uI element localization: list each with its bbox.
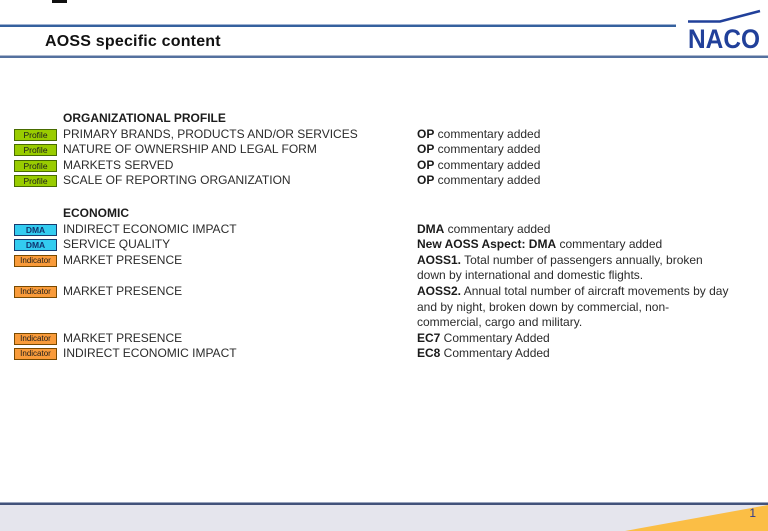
commentary-rest: commentary added	[434, 142, 541, 157]
commentary-text	[417, 127, 729, 143]
badge-cell	[14, 253, 63, 284]
header-rule-bottom	[0, 55, 768, 58]
commentary-text	[417, 331, 729, 347]
category-badge: Profile	[14, 160, 57, 172]
commentary-rest: Commentary Added	[440, 346, 550, 361]
aspect-label: INDIRECT ECONOMIC IMPACT	[63, 346, 237, 361]
section	[14, 111, 729, 189]
aspect-label: MARKET PRESENCE	[63, 283, 183, 298]
commentary-lead: EC7	[417, 330, 441, 345]
badge-cell	[14, 237, 63, 253]
top-edge-mark	[52, 0, 67, 3]
badge-cell	[14, 158, 63, 174]
section-title: ORGANIZATIONAL PROFILE	[63, 111, 226, 125]
naco-logo	[686, 8, 764, 54]
commentary-rest: commentary added	[434, 173, 541, 188]
content-table	[14, 111, 729, 362]
section-title: ECONOMIC	[63, 205, 129, 220]
commentary-lead: AOSS2.	[417, 283, 462, 298]
page-title: AOSS specific content	[45, 33, 221, 50]
commentary-text	[417, 222, 729, 238]
badge-cell	[14, 127, 63, 143]
commentary-lead: OP	[417, 142, 435, 157]
page-number: 1	[749, 506, 756, 520]
commentary-rest: Annual total number of aircraft movements by day and by night, broken down by commercial, non-commercial, cargo and military.	[417, 283, 729, 330]
commentary-lead: EC8	[417, 346, 441, 361]
category-badge: Profile	[14, 129, 57, 141]
section	[14, 206, 729, 362]
naco-logo-text: NACO	[688, 24, 760, 54]
commentary-lead: AOSS1.	[417, 252, 462, 267]
commentary-rest: commentary added	[434, 157, 541, 172]
commentary-text	[417, 284, 729, 331]
badge-cell	[14, 142, 63, 158]
commentary-lead: DMA	[417, 221, 445, 236]
badge-cell	[14, 284, 63, 331]
aspect-label: INDIRECT ECONOMIC IMPACT	[63, 221, 237, 236]
category-badge: Profile	[14, 175, 57, 187]
commentary-text	[417, 253, 729, 284]
category-badge: DMA	[14, 224, 57, 236]
commentary-rest: Total number of passengers annually, broken down by international and domestic flights.	[417, 252, 703, 283]
category-badge: DMA	[14, 239, 57, 251]
aspect-label: PRIMARY BRANDS, PRODUCTS AND/OR SERVICES	[63, 126, 358, 141]
category-badge: Indicator	[14, 286, 57, 298]
commentary-rest: commentary added	[434, 126, 541, 141]
commentary-rest: Commentary Added	[440, 330, 550, 345]
naco-logo-icon	[686, 8, 764, 54]
badge-cell	[14, 331, 63, 347]
commentary-lead: OP	[417, 173, 435, 188]
commentary-lead: OP	[417, 126, 435, 141]
category-badge: Indicator	[14, 255, 57, 267]
commentary-lead: OP	[417, 157, 435, 172]
badge-cell	[14, 222, 63, 238]
category-badge: Indicator	[14, 333, 57, 345]
aspect-label: MARKET PRESENCE	[63, 252, 183, 267]
commentary-rest: commentary added	[556, 237, 663, 252]
badge-cell	[14, 346, 63, 362]
commentary-text	[417, 346, 729, 362]
aspect-label: MARKET PRESENCE	[63, 330, 183, 345]
commentary-text	[417, 173, 729, 189]
category-badge: Profile	[14, 144, 57, 156]
badge-cell	[14, 173, 63, 189]
commentary-lead: New AOSS Aspect: DMA	[417, 237, 557, 252]
aspect-label: NATURE OF OWNERSHIP AND LEGAL FORM	[63, 142, 317, 157]
commentary-text	[417, 158, 729, 174]
commentary-rest: commentary added	[444, 221, 551, 236]
aspect-label: MARKETS SERVED	[63, 157, 174, 172]
commentary-text	[417, 142, 729, 158]
aspect-label: SCALE OF REPORTING ORGANIZATION	[63, 173, 291, 188]
aspect-label: SERVICE QUALITY	[63, 237, 171, 252]
header-rule-top	[0, 24, 676, 27]
category-badge: Indicator	[14, 348, 57, 360]
commentary-text	[417, 237, 729, 253]
